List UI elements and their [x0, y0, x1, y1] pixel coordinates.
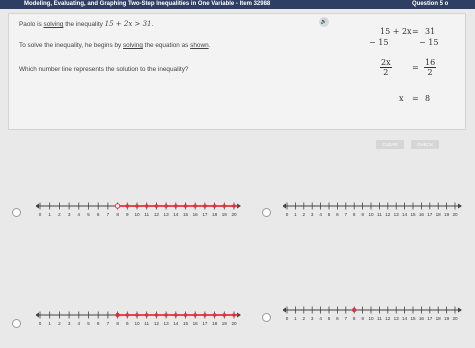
tick-label: 9	[361, 316, 364, 321]
tick-label: 1	[294, 212, 297, 217]
tick-label: 14	[173, 321, 179, 326]
tick-label: 19	[444, 212, 450, 217]
tick-label: 7	[344, 212, 348, 217]
tick-label: 5	[327, 316, 331, 321]
tick-label: 19	[221, 212, 227, 217]
tick-label: 8	[352, 212, 356, 217]
solution-point	[193, 204, 197, 208]
tick-label: 20	[231, 321, 237, 326]
choice-b-radio[interactable]	[262, 208, 271, 217]
tick-label: 13	[393, 212, 399, 217]
tick-label: 7	[344, 316, 348, 321]
clear-button[interactable]: CLEAR	[376, 140, 404, 149]
step3-equals: =	[412, 63, 419, 72]
tick-label: 9	[126, 212, 129, 217]
step1-equals: =	[412, 27, 419, 36]
tick-label: 17	[427, 212, 433, 217]
tick-label: 8	[116, 321, 119, 326]
tick-label: 17	[427, 316, 433, 321]
tick-label: 13	[163, 321, 169, 326]
speaker-icon[interactable]: 🔊	[320, 19, 328, 25]
tick-label: 12	[385, 316, 391, 321]
solution-point	[126, 313, 130, 317]
tick-label: 11	[144, 212, 150, 217]
tick-label: 12	[385, 212, 391, 217]
tick-label: 8	[116, 212, 119, 217]
tick-label: 13	[163, 212, 169, 217]
number-line-c[interactable]	[36, 305, 242, 329]
tick-label: 12	[153, 212, 159, 217]
arrow-right-icon	[458, 204, 462, 209]
step1-left: 15 + 2x	[380, 27, 412, 36]
check-button[interactable]: CHECK	[411, 140, 439, 149]
tick-label: 4	[77, 212, 81, 217]
solution-point	[193, 313, 197, 317]
tick-label: 18	[212, 321, 218, 326]
tick-label: 10	[134, 321, 140, 326]
tick-label: 5	[87, 212, 90, 217]
question-panel	[8, 13, 466, 130]
tick-label: 3	[67, 212, 71, 217]
step4-equals: =	[412, 94, 419, 103]
tick-label: 3	[310, 212, 314, 217]
solution-point	[174, 204, 178, 208]
solution-point	[232, 204, 236, 208]
solution-point	[155, 313, 159, 317]
tick-label: 1	[48, 212, 51, 217]
tick-label: 5	[327, 212, 331, 217]
tick-label: 16	[192, 212, 198, 217]
tick-label: 20	[452, 212, 458, 217]
solution-point	[184, 313, 188, 317]
tick-label: 6	[96, 212, 100, 217]
solution-point	[184, 204, 188, 208]
step4-right: 8	[425, 94, 431, 103]
tick-label: 9	[361, 212, 364, 217]
arrow-left-icon	[36, 313, 39, 318]
solution-point	[145, 204, 149, 208]
tick-label: 17	[202, 212, 208, 217]
solution-point	[145, 313, 149, 317]
solution-point	[164, 313, 168, 317]
tick-label: 20	[231, 212, 237, 217]
tick-label: 4	[319, 316, 322, 321]
choice-c-radio[interactable]	[12, 319, 21, 328]
choice-d-radio[interactable]	[262, 313, 271, 322]
tick-label: 0	[285, 316, 289, 321]
tick-label: 16	[418, 212, 424, 217]
solution-point	[174, 313, 178, 317]
arrow-right-icon	[458, 308, 462, 313]
closed-endpoint	[352, 308, 356, 312]
tick-label: 10	[368, 316, 374, 321]
tick-label: 1	[294, 316, 297, 321]
tick-label: 14	[402, 212, 408, 217]
tick-label: 7	[106, 321, 110, 326]
inequality: 15 + 2x > 31	[104, 20, 152, 28]
number-line-d[interactable]	[283, 300, 463, 324]
tick-label: 15	[182, 212, 189, 217]
tick-label: 14	[402, 316, 408, 321]
solution-point	[203, 313, 207, 317]
tick-label: 15	[410, 212, 416, 217]
solution-point	[213, 313, 217, 317]
solution-point	[203, 204, 207, 208]
tick-label: 11	[144, 321, 150, 326]
top-bar	[0, 0, 475, 9]
tick-label: 2	[302, 212, 306, 217]
solution-point	[155, 204, 159, 208]
step1-right: 31	[425, 27, 436, 36]
tick-label: 7	[106, 212, 110, 217]
tick-label: 18	[435, 316, 441, 321]
tick-label: 11	[377, 316, 382, 321]
tick-label: 2	[58, 212, 61, 217]
arrow-left-icon	[283, 308, 286, 313]
prompt-question: Which number line represents the solution to the inequality?	[19, 66, 189, 73]
tick-label: 0	[38, 321, 42, 326]
solution-point	[135, 313, 139, 317]
tick-label: 20	[452, 316, 458, 321]
tick-label: 6	[336, 212, 339, 217]
vocab-link-solving-2[interactable]: solving	[122, 42, 143, 49]
number-line-b[interactable]	[283, 196, 463, 220]
solution-point	[213, 204, 217, 208]
arrow-left-icon	[283, 204, 286, 209]
tick-label: 19	[444, 316, 450, 321]
choice-a-radio[interactable]	[12, 208, 21, 217]
step2-right: − 15	[419, 38, 439, 47]
tick-label: 1	[48, 321, 51, 326]
step3-right-fraction: $\frac{16}{2}$	[425, 58, 436, 77]
tick-label: 6	[336, 316, 339, 321]
question-indicator[interactable]: Question 5 o	[412, 1, 449, 7]
tick-label: 15	[410, 316, 416, 321]
step4-left: x	[399, 94, 404, 103]
tick-label: 3	[67, 321, 71, 326]
tick-label: 16	[418, 316, 424, 321]
tick-label: 0	[285, 212, 289, 217]
arrow-left-icon	[36, 204, 39, 209]
tick-label: 4	[77, 321, 81, 326]
number-line-a[interactable]	[36, 196, 242, 220]
solution-point	[126, 204, 130, 208]
tick-label: 9	[126, 321, 129, 326]
tick-label: 14	[173, 212, 179, 217]
step2-left: − 15	[369, 38, 389, 47]
tick-label: 2	[58, 321, 61, 326]
solution-point	[232, 313, 236, 317]
tick-label: 12	[153, 321, 159, 326]
tick-label: 16	[192, 321, 198, 326]
tick-label: 0	[38, 212, 42, 217]
assignment-title: Modeling, Evaluating, and Graphing Two-Step Inequalities in One Variable - Item 32988	[24, 1, 271, 7]
solution-point	[135, 204, 139, 208]
tick-label: 6	[96, 321, 100, 326]
closed-endpoint	[115, 313, 119, 317]
step3-left-fraction: $\frac{2x}{2}$	[381, 58, 391, 77]
vocab-link-shown[interactable]: shown	[190, 42, 209, 49]
prompt-line-1: Paolo is solving the inequality 15 + 2x > 31.	[19, 20, 154, 28]
vocab-link-solving[interactable]: solving	[43, 21, 64, 28]
tick-label: 10	[368, 212, 374, 217]
solution-point	[164, 204, 168, 208]
tick-label: 15	[182, 321, 189, 326]
tick-label: 3	[310, 316, 314, 321]
prompt-line-2: To solve the inequality, he begins by solving the equation as shown.	[19, 42, 211, 49]
tick-label: 17	[202, 321, 208, 326]
tick-label: 19	[221, 321, 227, 326]
solution-point	[223, 313, 227, 317]
tick-label: 8	[352, 316, 356, 321]
tick-label: 2	[302, 316, 306, 321]
tick-label: 13	[393, 316, 399, 321]
open-endpoint	[115, 204, 119, 208]
tick-label: 10	[134, 212, 140, 217]
tick-label: 4	[319, 212, 322, 217]
solution-point	[223, 204, 227, 208]
tick-label: 5	[87, 321, 90, 326]
tick-label: 18	[435, 212, 441, 217]
tick-label: 11	[377, 212, 382, 217]
tick-label: 18	[212, 212, 218, 217]
